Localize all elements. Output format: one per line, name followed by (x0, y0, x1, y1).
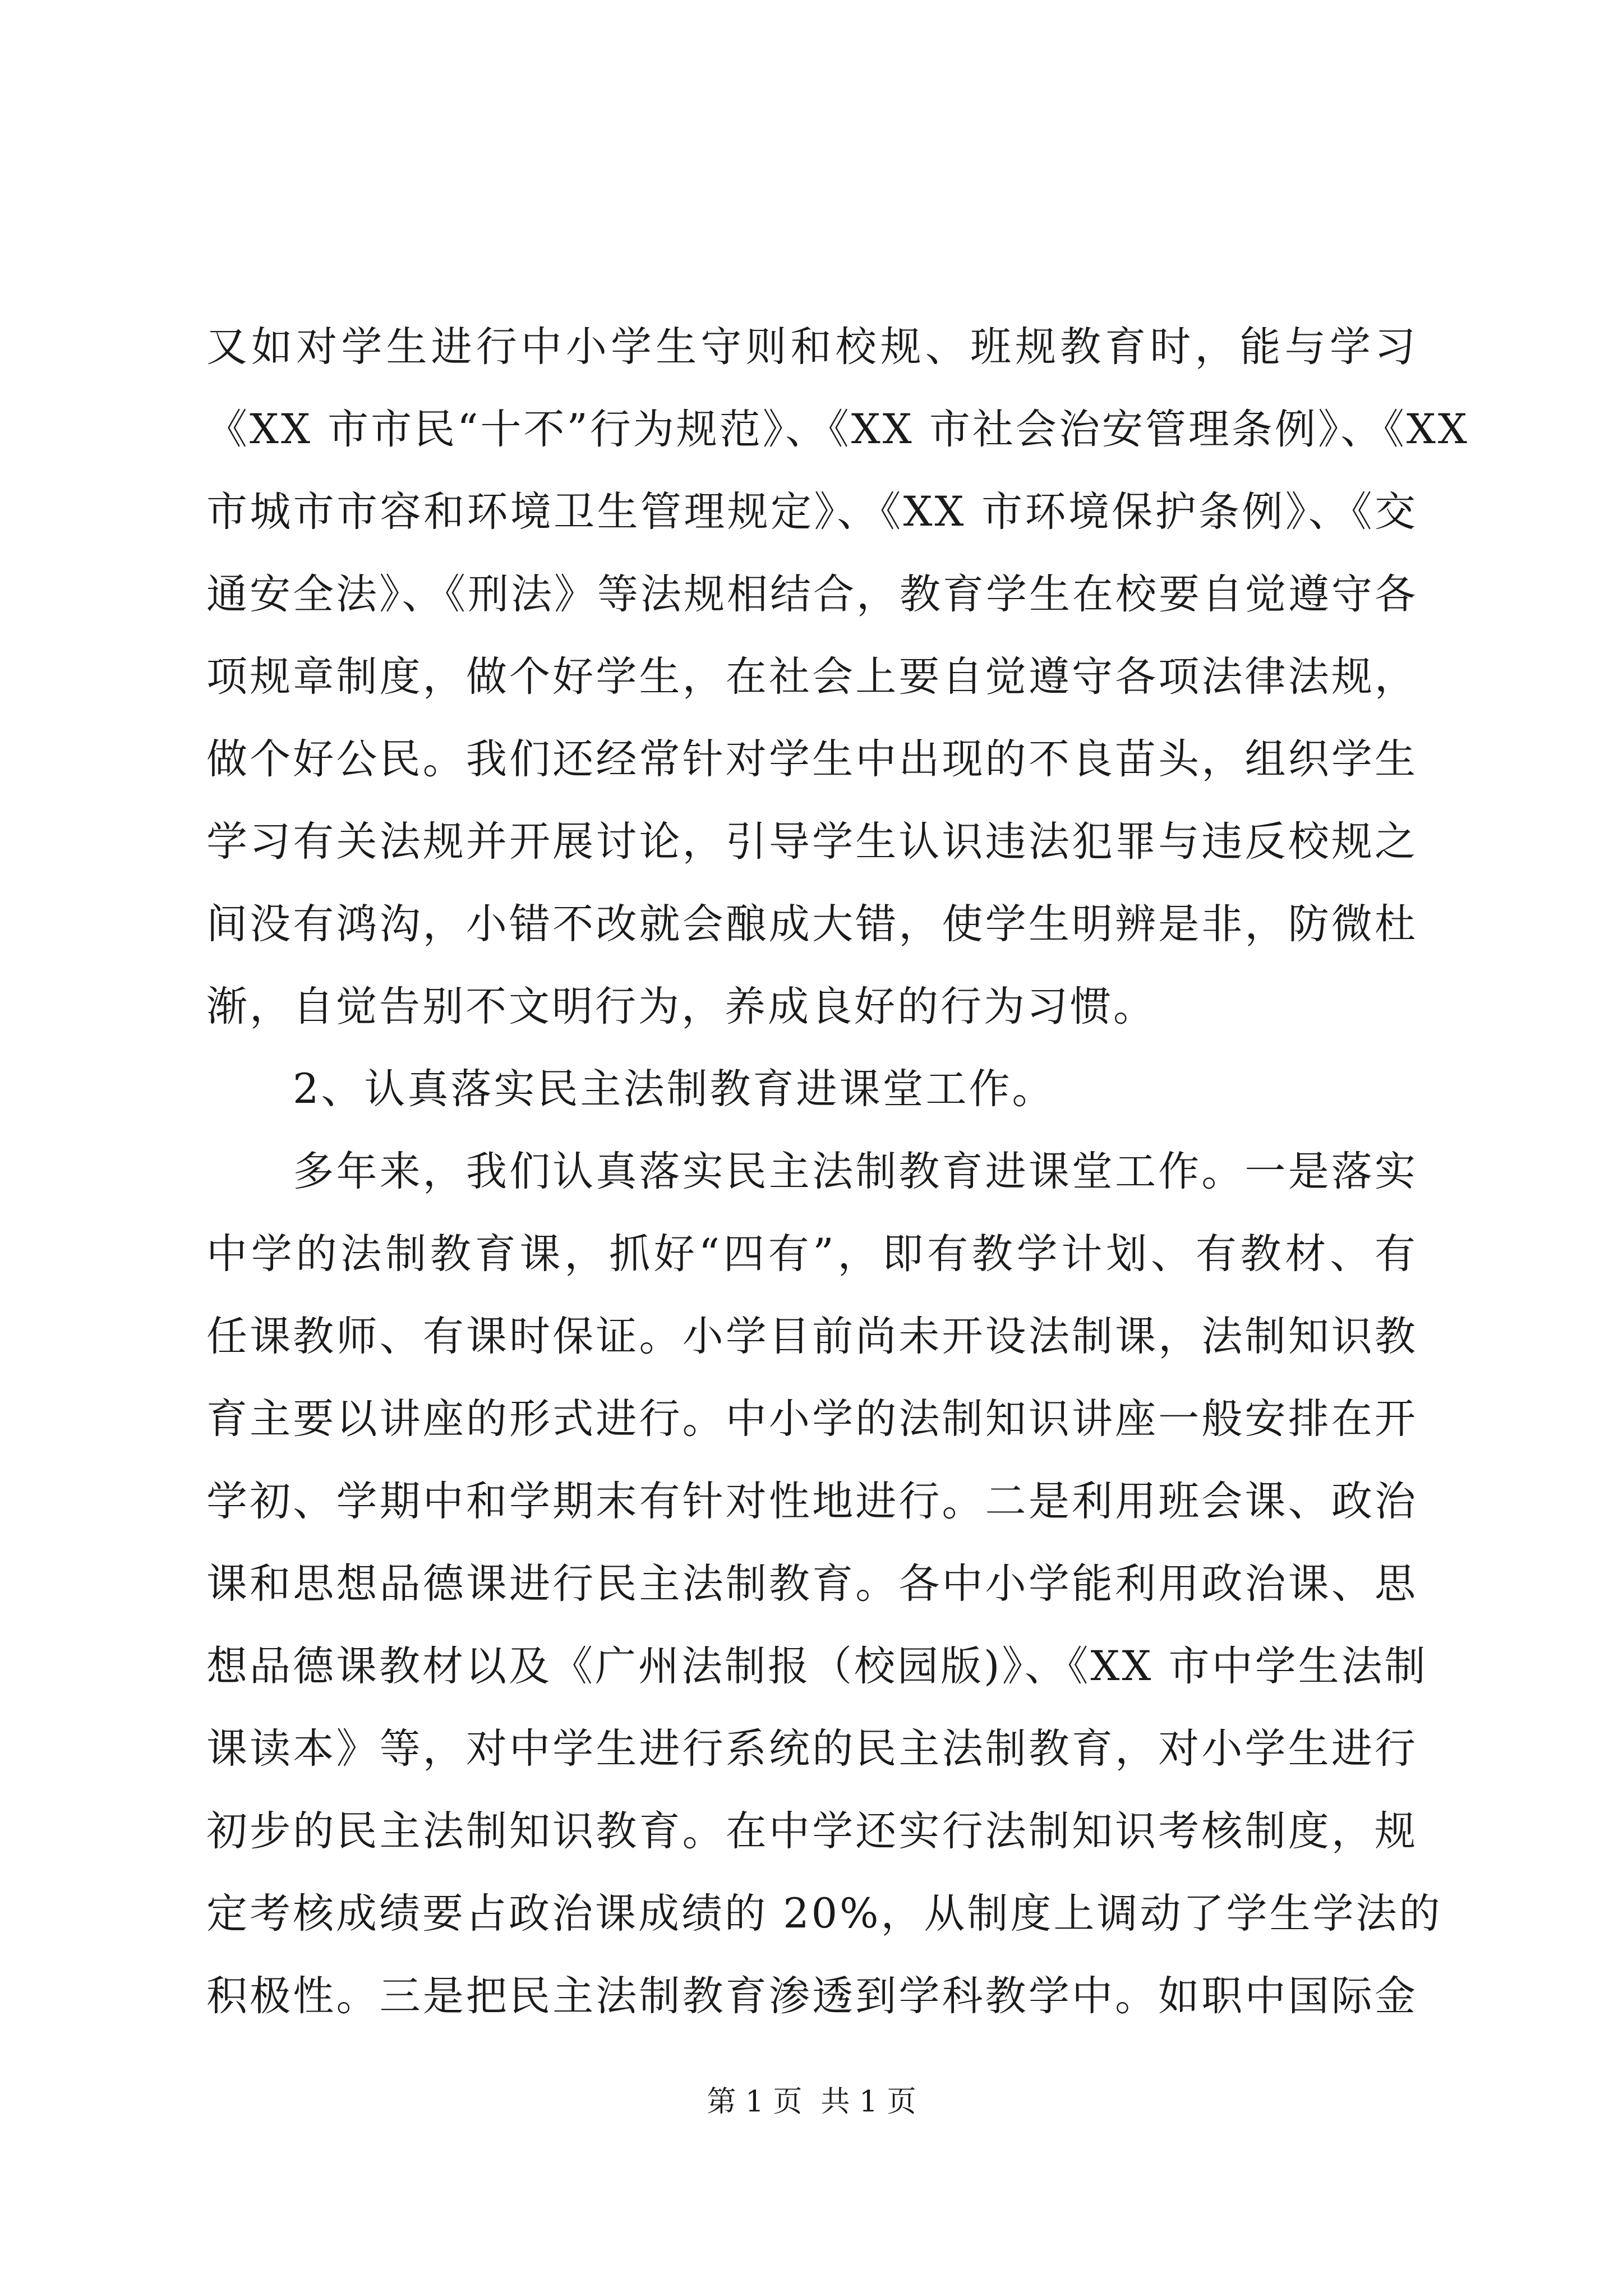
text-line-12: 中学的法制教育课，抓好“四有”，即有教学计划、有教材、有 (206, 1230, 1418, 1278)
text-line-16: 课和思想品德课进行民主法制教育。各中小学能利用政治课、思 (206, 1560, 1418, 1608)
text-line-6: 做个好公民。我们还经常针对学生中出现的不良苗头，组织学生 (206, 735, 1418, 783)
text-line-11: 多年来，我们认真落实民主法制教育进课堂工作。一是落实 (206, 1148, 1418, 1195)
text-line-17: 想品德课教材以及《广州法制报（校园版)》、《XX 市中学生法制 (206, 1642, 1428, 1690)
text-line-19: 初步的民主法制知识教育。在中学还实行法制知识考核制度，规 (206, 1807, 1418, 1855)
text-line-1: 又如对学生进行中小学生守则和校规、班规教育时，能与学习 (206, 323, 1418, 371)
text-line-4: 通安全法》、《刑法》等法规相结合，教育学生在校要自觉遵守各 (206, 570, 1418, 618)
text-line-8: 间没有鸿沟，小错不改就会酿成大错，使学生明辨是非，防微杜 (206, 900, 1418, 948)
text-line-21: 积极性。三是把民主法制教育渗透到学科教学中。如职中国际金 (206, 1972, 1418, 2020)
text-line-9: 渐，自觉告别不文明行为，养成良好的行为习惯。 (206, 983, 1156, 1030)
text-line-5: 项规章制度，做个好学生，在社会上要自觉遵守各项法律法规， (206, 653, 1418, 701)
text-line-14: 育主要以讲座的形式进行。中小学的法制知识讲座一般安排在开 (206, 1395, 1418, 1443)
text-line-15: 学初、学期中和学期末有针对性地进行。二是利用班会课、政治 (206, 1478, 1418, 1525)
text-line-20: 定考核成绩要占政治课成绩的 20%，从制度上调动了学生学法的 (206, 1890, 1442, 1938)
body-text (206, 306, 1469, 2037)
text-line-3: 市城市市容和环境卫生管理规定》、《XX 市环境保护条例》、《交 (206, 488, 1418, 536)
section-heading: 2、认真落实民主法制教育进课堂工作。 (206, 1065, 1055, 1113)
text-line-7: 学习有关法规并开展讨论，引导学生认识违法犯罪与违反校规之 (206, 818, 1418, 866)
text-line-18: 课读本》等，对中学生进行系统的民主法制教育，对小学生进行 (206, 1725, 1418, 1773)
page-footer: 第 1 页 共 1 页 (707, 2085, 916, 2119)
text-line-2: 《XX 市市民“十不”行为规范》、《XX 市社会治安管理条例》、《XX (206, 406, 1469, 453)
text-line-13: 任课教师、有课时保证。小学目前尚未开设法制课，法制知识教 (206, 1313, 1418, 1360)
